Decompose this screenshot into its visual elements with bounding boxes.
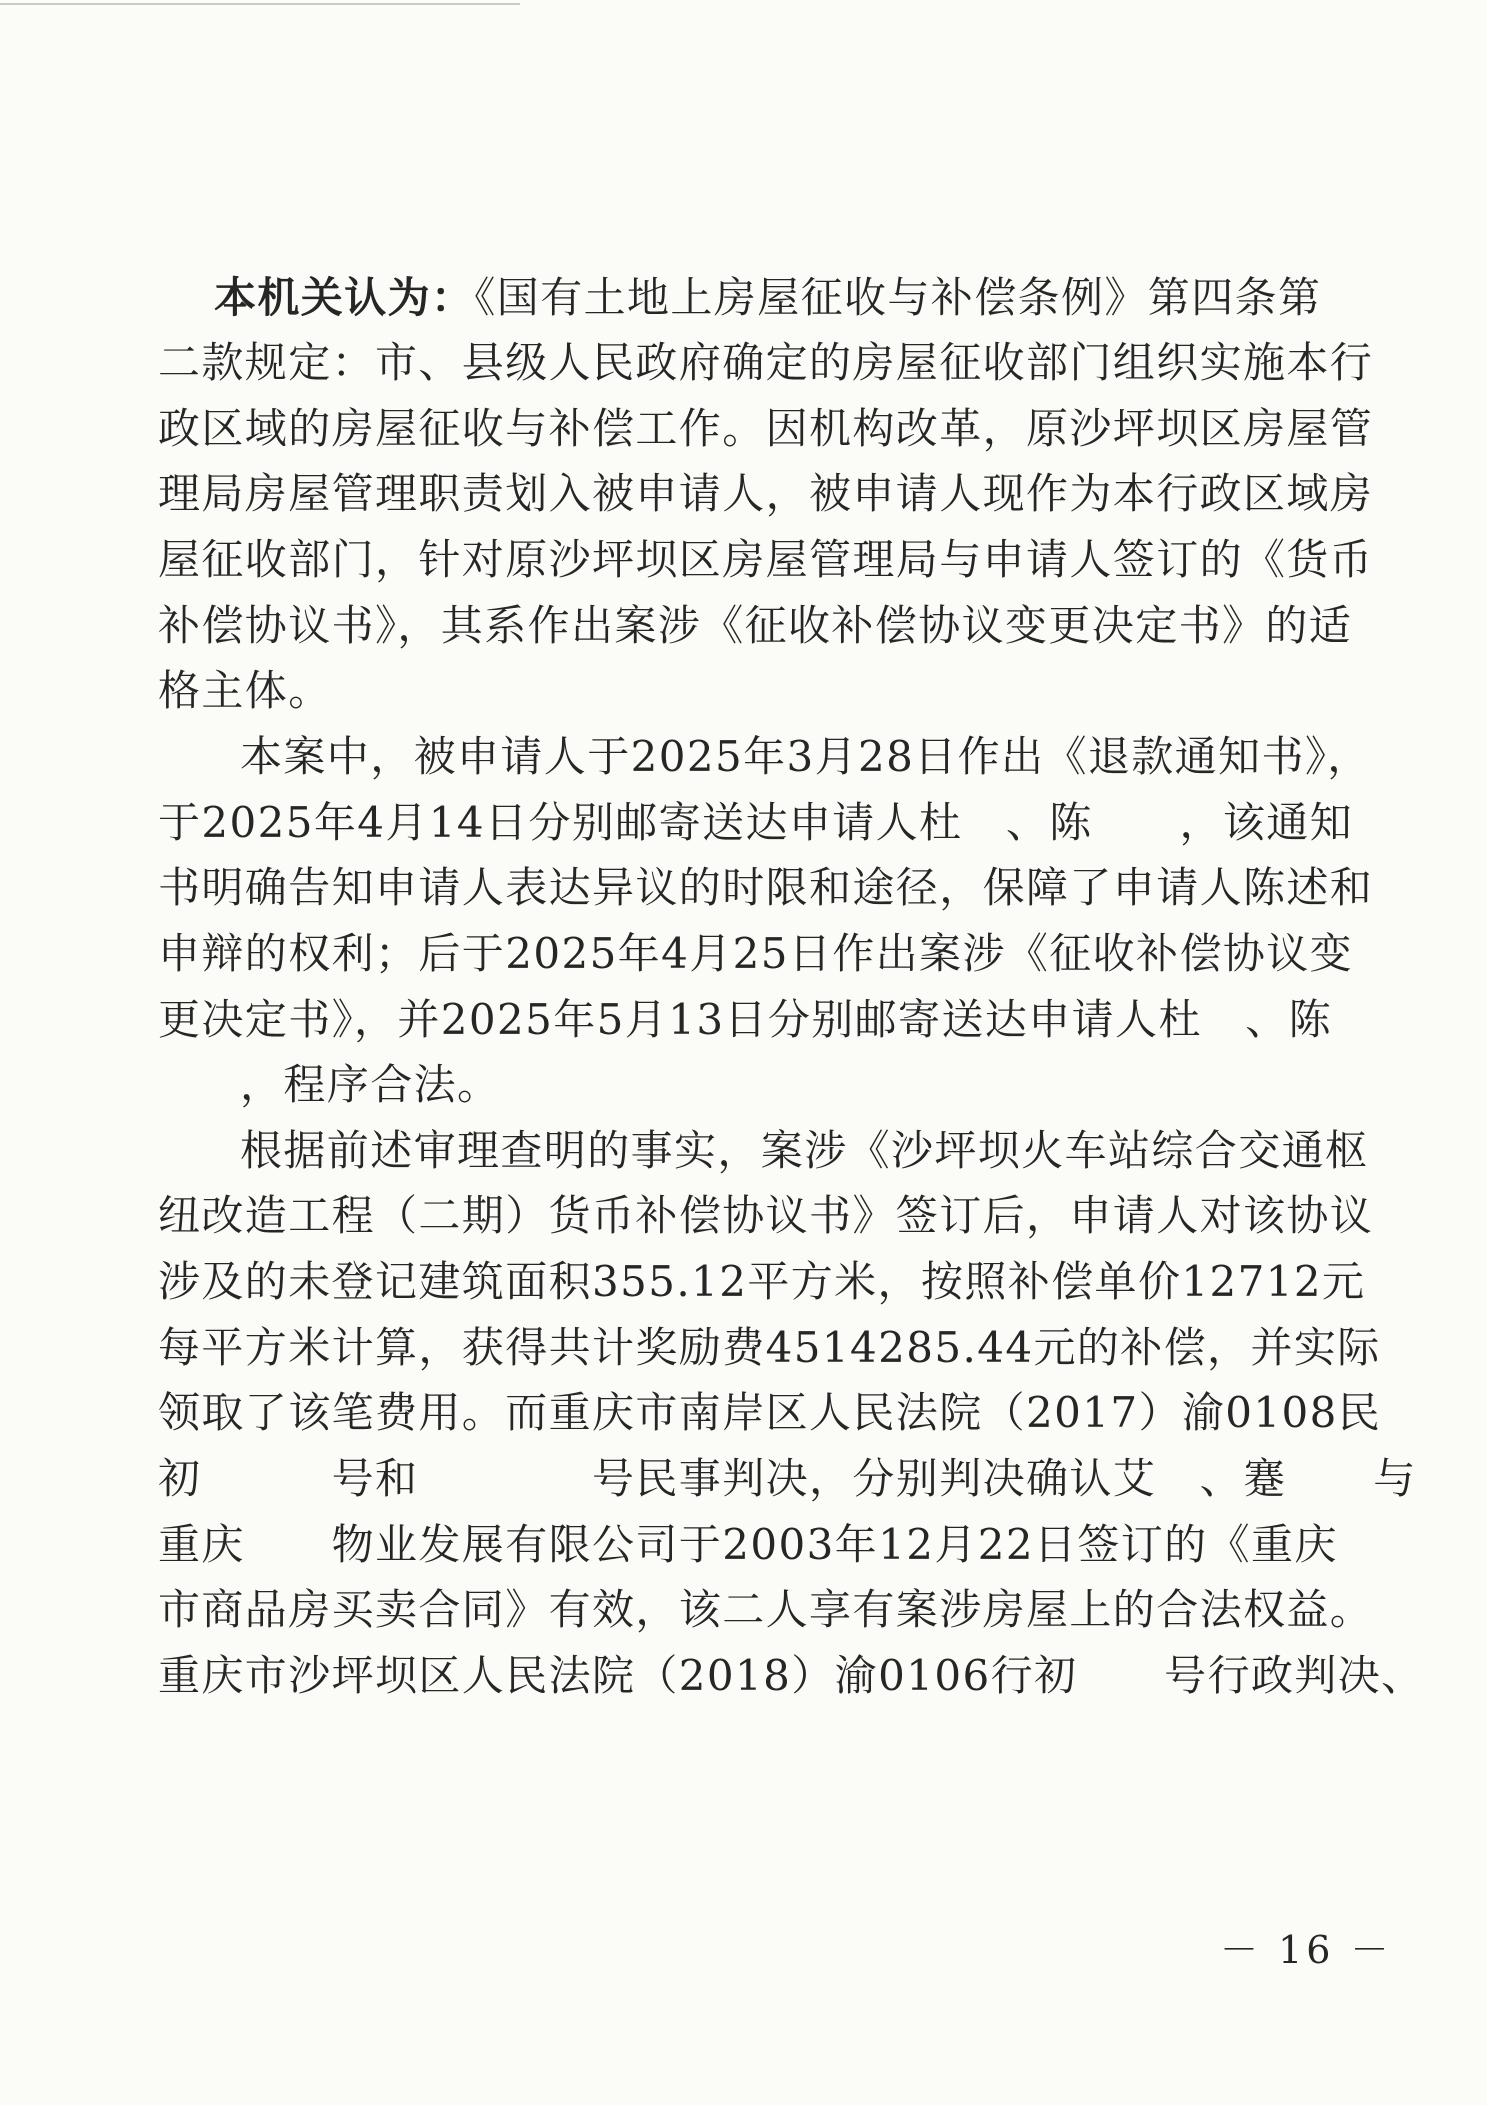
text-line-12: 更决定书》，并2025年5月13日分别邮寄送达申请人杜 、陈 (158, 995, 1333, 1044)
text-line-7: 格主体。 (158, 666, 332, 715)
text-line-15: 纽改造工程（二期）货币补偿协议书》签订后，申请人对该协议 (158, 1191, 1374, 1240)
text-line-19: 初 号和 号民事判决，分别判决确认艾 、蹇 与 (158, 1454, 1417, 1503)
text-line-11: 申辩的权利；后于2025年4月25日作出案涉《征收补偿协议变 (158, 929, 1354, 978)
text-line-3: 政区域的房屋征收与补偿工作。因机构改革，原沙坪坝区房屋管 (158, 404, 1374, 453)
text-line-14: 根据前述审理查明的事实，案涉《沙坪坝火车站综合交通枢 (240, 1126, 1369, 1175)
text-line-6: 补偿协议书》，其系作出案涉《征收补偿协议变更决定书》的适 (158, 601, 1353, 650)
text-line-1 (214, 270, 1321, 326)
text-line-10: 书明确告知申请人表达异议的时限和途径，保障了申请人陈述和 (158, 863, 1374, 912)
text-line-8: 本案中，被申请人于2025年3月28日作出《退款通知书》， (240, 732, 1371, 781)
text-line-17: 每平方米计算，获得共计奖励费4514285.44元的补偿，并实际 (158, 1323, 1381, 1372)
text-line-21: 市商品房买卖合同》有效，该二人享有案涉房屋上的合法权益。 (158, 1585, 1374, 1634)
text-line-5: 屋征收部门，针对原沙坪坝区房屋管理局与申请人签订的《货币 (158, 535, 1374, 584)
text-line-20: 重庆 物业发展有限公司于2003年12月22日签订的《重庆 (158, 1520, 1338, 1569)
opinion-lead: 本机关认为： (214, 273, 475, 322)
line-text: 《国有土地上房屋征收与补偿条例》第四条第 (474, 273, 1322, 322)
text-line-16: 涉及的未登记建筑面积355.12平方米，按照补偿单价12712元 (158, 1257, 1366, 1306)
text-line-9: 于2025年4月14日分别邮寄送达申请人杜 、陈 ，该通知 (158, 798, 1354, 847)
text-line-13: ，程序合法。 (240, 1060, 501, 1109)
text-line-2: 二款规定：市、县级人民政府确定的房屋征收部门组织实施本行 (158, 338, 1374, 387)
page-number: － 16 － (1220, 1928, 1393, 1972)
text-line-22: 重庆市沙坪坝区人民法院（2018）渝0106行初 号行政判决、 (158, 1651, 1425, 1700)
scan-edge-line (0, 3, 520, 5)
text-line-4: 理局房屋管理职责划入被申请人，被申请人现作为本行政区域房 (158, 469, 1374, 518)
text-line-18: 领取了该笔费用。而重庆市南岸区人民法院（2017）渝0108民 (158, 1388, 1382, 1437)
